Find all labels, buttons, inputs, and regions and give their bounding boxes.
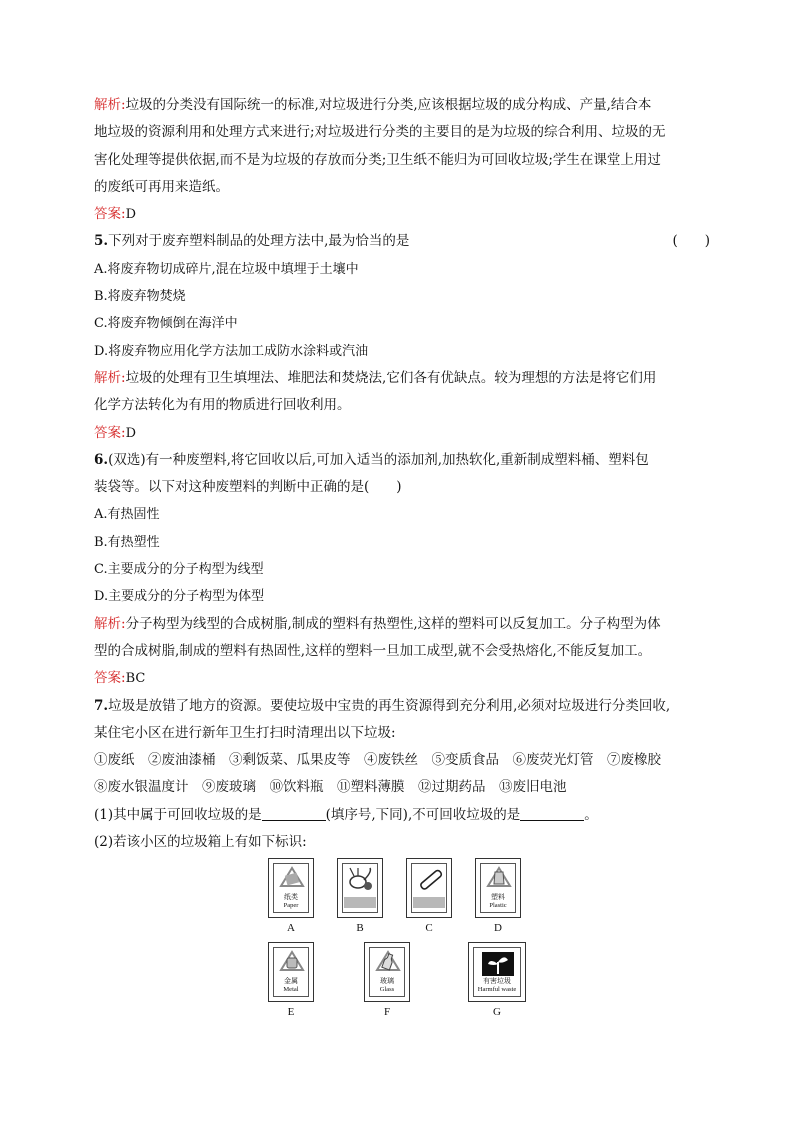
- bin-b: [337, 858, 383, 918]
- q4-answer-value: D: [125, 207, 136, 223]
- q5-answer: [94, 420, 714, 447]
- bin-c-letter: C: [425, 922, 433, 934]
- bin-a-cn-label: 纸类: [284, 893, 298, 901]
- bin-e-en-label: Metal: [283, 986, 299, 993]
- q4-analysis-line-1: 解析:垃圾的分类没有国际统一的标准,对垃圾进行分类,应该根据垃圾的成分构成、产量,结合本: [94, 97, 652, 113]
- bin-d-cn-label: 塑料: [491, 893, 505, 901]
- q7-stem-line-1: 7.垃圾是放错了地方的资源。要使垃圾中宝贵的再生资源得到充分利用,必须对垃圾进行分类回收,: [94, 697, 671, 714]
- document-page: [94, 92, 714, 856]
- q4-answer-label: 答案:: [94, 206, 126, 223]
- q6-answer: [94, 665, 714, 692]
- metal-recycle-icon: [277, 950, 307, 976]
- bin-a: [268, 858, 314, 918]
- plastic-recycle-icon: [484, 866, 514, 892]
- q5-option-c: C.将废弃物倾倒在海洋中: [94, 316, 238, 332]
- hazard-icon: [478, 950, 518, 978]
- bin-a-letter: A: [287, 922, 295, 934]
- bin-e-cn-label: 金属: [284, 977, 298, 985]
- q5-analysis-line-2: 化学方法转化为有用的物质进行回收利用。: [94, 397, 351, 414]
- q7-recyclable-blank[interactable]: [262, 806, 326, 821]
- bin-e-letter: E: [287, 1006, 295, 1018]
- bin-f: [364, 942, 410, 1002]
- bin-e: [268, 942, 314, 1002]
- q7-items-row-2: ⑧废水银温度计 ⑨废玻璃 ⑩饮料瓶 ⑪塑料薄膜 ⑫过期药品 ⑬废旧电池: [94, 779, 567, 796]
- q4-analysis-line-4: 的废纸可再用来造纸。: [94, 178, 229, 195]
- q6-option-c: C.主要成分的分子构型为线型: [94, 562, 264, 578]
- bin-b-letter: B: [356, 922, 364, 934]
- q5-number: 5.: [94, 233, 109, 250]
- q5-analysis-line-1: 解析:垃圾的处理有卫生填埋法、堆肥法和焚烧法,它们各有优缺点。较为理想的方法是将它们用: [94, 369, 657, 386]
- q5-analysis-label: 解析:: [94, 369, 126, 386]
- bin-f-letter: F: [383, 1006, 391, 1018]
- q7-number: 7.: [94, 697, 109, 714]
- q6-stem-line-2: 装袋等。以下对这种废塑料的判断中正确的是( ): [94, 479, 402, 496]
- bin-c: [406, 858, 452, 918]
- bin-f-en-label: Glass: [379, 986, 395, 993]
- bin-g: [468, 942, 526, 1002]
- q5-stem: 5.下列对于废弃塑料制品的处理方法中,最为恰当的是 ( ): [94, 228, 714, 255]
- bin-label-figure: [264, 858, 524, 1028]
- q6-answer-label: 答案:: [94, 670, 126, 687]
- q5-answer-value: D: [125, 425, 136, 441]
- q6-analysis-line-1: 解析:分子构型为线型的合成树脂,制成的塑料有热塑性,这样的塑料可以反复加工。分子构型为体: [94, 615, 661, 632]
- bin-a-en-label: Paper: [283, 902, 299, 909]
- q7-nonrecyclable-blank[interactable]: [520, 806, 584, 821]
- bin-g-en-label: Harmful waste: [477, 986, 517, 993]
- q6-option-b: B.有热塑性: [94, 534, 160, 550]
- q6-analysis-line-2: 型的合成树脂,制成的塑料有热固性,这样的塑料一旦加工成型,就不会受热熔化,不能反复加工。: [94, 642, 652, 659]
- q5-option-b: B.将废弃物焚烧: [94, 289, 186, 305]
- bin-d-en-label: Plastic: [489, 902, 507, 909]
- q6-number: 6.: [94, 451, 109, 468]
- q5-option-a: A.将废弃物切成碎片,混在垃圾中填埋于土壤中: [94, 261, 359, 277]
- q6-option-a: A.有热固性: [94, 507, 160, 523]
- bin-f-cn-label: 玻璃: [380, 977, 394, 985]
- q4-analysis-line-3: 害化处理等提供依据,而不是为垃圾的存放而分类;卫生纸不能归为可回收垃圾;学生在课堂上用过: [94, 151, 661, 168]
- q6-stem-line-1: 6.(双选)有一种废塑料,将它回收以后,可加入适当的添加剂,加热软化,重新制成塑料桶、塑料包: [94, 451, 649, 468]
- q7-subquestion-1: (1)其中属于可回收垃圾的是 (填序号,下同),不可回收垃圾的是 。: [94, 806, 598, 823]
- q6-answer-value: BC: [125, 671, 146, 687]
- q4-analysis-line-2: 地垃圾的资源利用和处理方式来进行;对垃圾进行分类的主要目的是为垃圾的综合利用、垃圾的无: [94, 124, 666, 141]
- q7-stem-line-2: 某住宅小区在进行新年卫生打扫时清理出以下垃圾:: [94, 724, 396, 741]
- bin-g-cn-label: 有害垃圾: [483, 977, 511, 985]
- tube-icon: [415, 866, 445, 894]
- paper-recycle-icon: [277, 866, 307, 892]
- q7-subquestion-2: (2)若该小区的垃圾箱上有如下标识:: [94, 834, 307, 851]
- food-waste-icon: [346, 866, 376, 894]
- q7-items-row-1: ①废纸 ②废油漆桶 ③剩饭菜、瓜果皮等 ④废铁丝 ⑤变质食品 ⑥废荧光灯管 ⑦废橡胶: [94, 752, 661, 769]
- q6-analysis-label: 解析:: [94, 615, 126, 632]
- q6-option-d: D.主要成分的分子构型为体型: [94, 589, 265, 605]
- bin-g-letter: G: [493, 1006, 501, 1018]
- q5-answer-label: 答案:: [94, 424, 126, 441]
- q4-analysis-label: 解析:: [94, 97, 126, 113]
- q5-answer-paren: ( ): [672, 233, 710, 250]
- bin-d-letter: D: [494, 922, 502, 934]
- q4-answer: [94, 201, 714, 228]
- glass-recycle-icon: [373, 950, 403, 976]
- bin-d: [475, 858, 521, 918]
- q5-option-d: D.将废弃物应用化学方法加工成防水涂料或汽油: [94, 343, 369, 359]
